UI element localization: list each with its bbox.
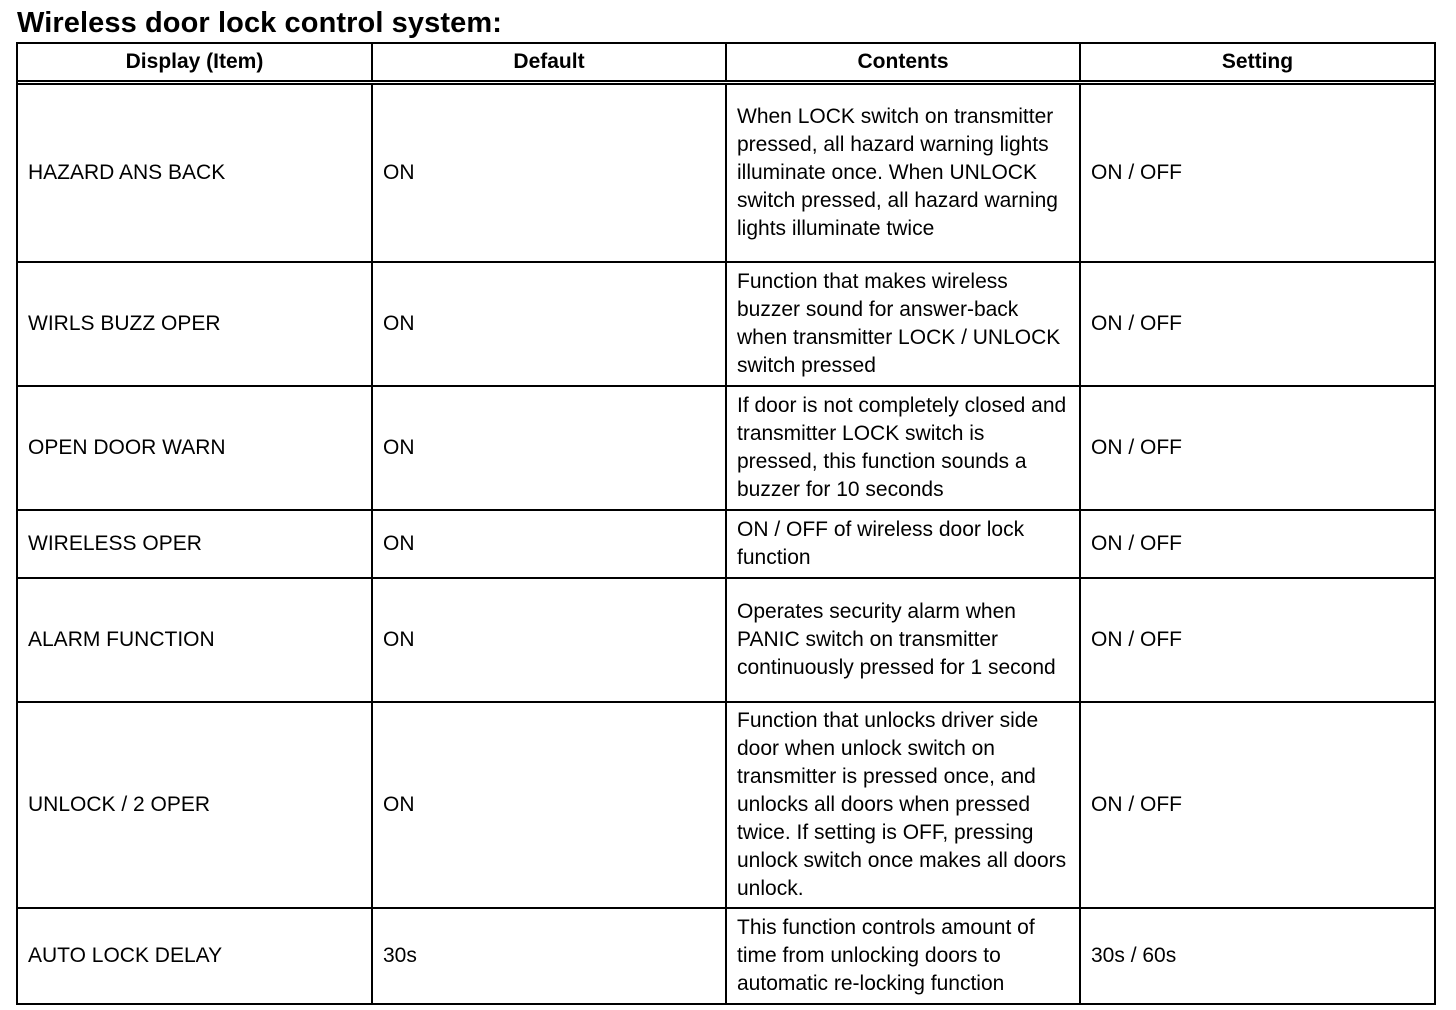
settings-table bbox=[18, 44, 1434, 1003]
item-cell: OPEN DOOR WARN bbox=[18, 386, 372, 510]
default-cell: 30s bbox=[372, 908, 726, 1003]
table-row bbox=[18, 510, 1434, 578]
table-row bbox=[18, 908, 1434, 1003]
header-setting: Setting bbox=[1080, 44, 1434, 83]
default-cell: ON bbox=[372, 386, 726, 510]
contents-cell: If door is not completely closed and transmitter LOCK switch is pressed, this function sounds a buzzer for 10 seconds bbox=[726, 386, 1080, 510]
contents-cell: Operates security alarm when PANIC switch on transmitter continuously pressed for 1 second bbox=[726, 578, 1080, 702]
setting-cell: ON / OFF bbox=[1080, 578, 1434, 702]
settings-table-frame bbox=[16, 42, 1436, 1005]
setting-cell: 30s / 60s bbox=[1080, 908, 1434, 1003]
default-cell: ON bbox=[372, 262, 726, 386]
item-cell: WIRELESS OPER bbox=[18, 510, 372, 578]
table-row bbox=[18, 83, 1434, 263]
contents-cell: ON / OFF of wireless door lock function bbox=[726, 510, 1080, 578]
default-cell: ON bbox=[372, 83, 726, 263]
setting-cell: ON / OFF bbox=[1080, 702, 1434, 908]
item-cell: ALARM FUNCTION bbox=[18, 578, 372, 702]
item-cell: AUTO LOCK DELAY bbox=[18, 908, 372, 1003]
default-cell: ON bbox=[372, 578, 726, 702]
table-row bbox=[18, 702, 1434, 908]
contents-cell: Function that unlocks driver side door when unlock switch on transmitter is pressed once, and unlocks all doors when pressed twice. If setting is OFF, pressing unlock switch once makes all doors unlock. bbox=[726, 702, 1080, 908]
setting-cell: ON / OFF bbox=[1080, 510, 1434, 578]
table-header-row bbox=[18, 44, 1434, 83]
table-row bbox=[18, 578, 1434, 702]
setting-cell: ON / OFF bbox=[1080, 262, 1434, 386]
table-row bbox=[18, 386, 1434, 510]
item-cell: WIRLS BUZZ OPER bbox=[18, 262, 372, 386]
default-cell: ON bbox=[372, 702, 726, 908]
item-cell: HAZARD ANS BACK bbox=[18, 83, 372, 263]
default-cell: ON bbox=[372, 510, 726, 578]
item-cell: UNLOCK / 2 OPER bbox=[18, 702, 372, 908]
setting-cell: ON / OFF bbox=[1080, 83, 1434, 263]
setting-cell: ON / OFF bbox=[1080, 386, 1434, 510]
contents-cell: This function controls amount of time from unlocking doors to automatic re-locking function bbox=[726, 908, 1080, 1003]
header-default: Default bbox=[372, 44, 726, 83]
table-row bbox=[18, 262, 1434, 386]
contents-cell: Function that makes wireless buzzer sound for answer-back when transmitter LOCK / UNLOCK switch pressed bbox=[726, 262, 1080, 386]
header-contents: Contents bbox=[726, 44, 1080, 83]
page-title: Wireless door lock control system: bbox=[17, 7, 503, 39]
contents-cell: When LOCK switch on transmitter pressed, all hazard warning lights illuminate once. When UNLOCK switch pressed, all hazard warning lights illuminate twice bbox=[726, 83, 1080, 263]
header-display-item: Display (Item) bbox=[18, 44, 372, 83]
